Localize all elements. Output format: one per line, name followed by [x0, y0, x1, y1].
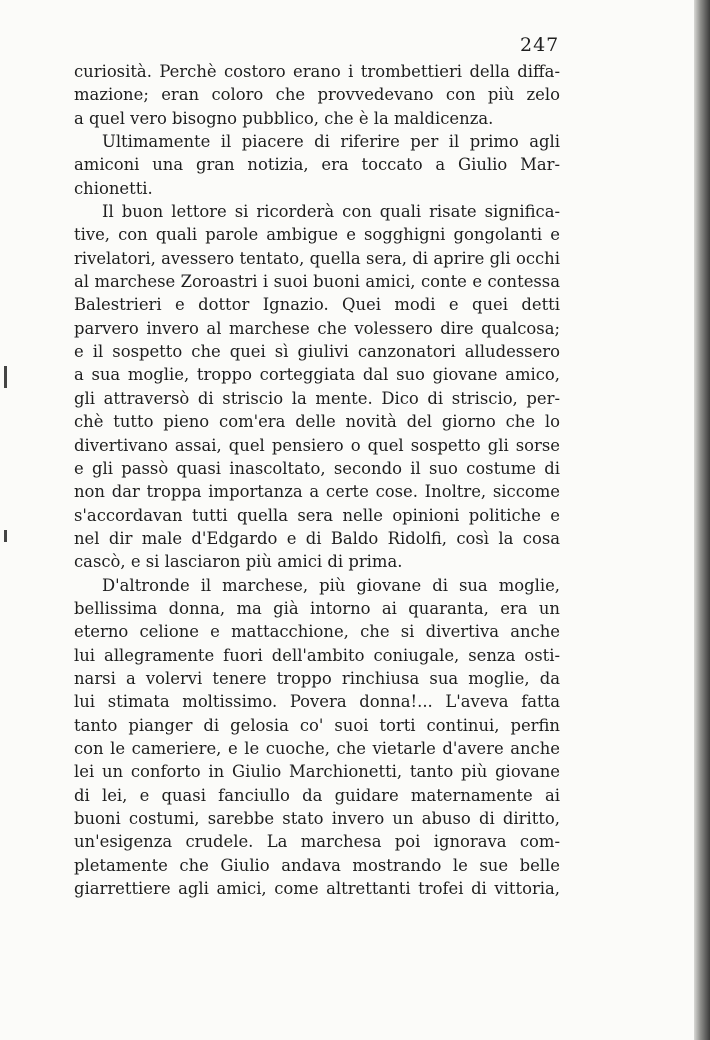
text-line: tive, con quali parole ambigue e sogghigni gongolanti e [74, 225, 560, 245]
text-line: Il buon lettore si ricorderà con quali risate significa- [102, 202, 560, 222]
text-line: a quel vero bisogno pubblico, che è la maldicenza. [74, 108, 494, 128]
margin-mark [4, 366, 7, 388]
text-line: mazione; eran coloro che provvedevano con più zelo [74, 85, 560, 105]
text-line: chè tutto pieno com'era delle novità del giorno che lo [74, 412, 560, 432]
text-line: al marchese Zoroastri i suoi buoni amici, conte e contessa [74, 272, 560, 292]
text-line: e il sospetto che quei sì giulivi canzonatori alludessero [74, 342, 560, 362]
text-line: bellissima donna, ma già intorno ai quaranta, era un [74, 598, 560, 618]
text-line: nel dir male d'Edgardo e di Baldo Ridolfi, così la cosa [74, 528, 560, 548]
text-line: rivelatori, avessero tentato, quella sera, di aprire gli occhi [74, 248, 560, 268]
text-line: Balestrieri e dottor Ignazio. Quei modi e quei detti [74, 295, 560, 315]
page-edge-shadow [694, 0, 710, 1040]
text-line: giarrettiere agli amici, come altrettanti trofei di vittoria, [74, 879, 560, 899]
text-line: D'altronde il marchese, più giovane di sua moglie, [102, 575, 560, 595]
text-line: un'esigenza crudele. La marchesa poi ignorava com- [74, 832, 560, 852]
text-line: buoni costumi, sarebbe stato invero un abuso di diritto, [74, 809, 560, 828]
text-line: a sua moglie, troppo corteggiata dal suo giovane amico, [74, 365, 560, 385]
text-line: non dar troppa importanza a certe cose. Inoltre, siccome [74, 482, 560, 502]
text-line: divertivano assai, quel pensiero o quel sospetto gli sorse [74, 435, 560, 455]
body-text [74, 60, 560, 900]
text-line: narsi a volervi tenere troppo rinchiusa sua moglie, da [74, 668, 560, 688]
text-line: eterno celione e mattacchione, che si divertiva anche [74, 622, 560, 642]
text-line: pletamente che Giulio andava mostrando le sue belle [74, 855, 560, 875]
text-line: s'accordavan tutti quella sera nelle opinioni politiche e [74, 505, 560, 525]
margin-mark [4, 530, 7, 542]
text-line: cascò, e si lasciaron più amici di prima. [74, 552, 403, 572]
text-line: curiosità. Perchè costoro erano i trombettieri della diffa- [74, 62, 560, 81]
text-line: e gli passò quasi inascoltato, secondo il suo costume di [74, 458, 560, 478]
text-line: con le cameriere, e le cuoche, che vietarle d'avere anche [74, 738, 560, 758]
text-line: gli attraversò di striscio la mente. Dico di striscio, per- [74, 388, 560, 408]
page-number: 247 [520, 34, 560, 56]
text-line: parvero invero al marchese che volessero dire qualcosa; [74, 318, 560, 338]
text-line: di lei, e quasi fanciullo da guidare maternamente ai [74, 785, 560, 805]
text-line: lui allegramente fuori dell'ambito coniugale, senza osti- [74, 645, 560, 665]
text-line: tanto pianger di gelosia co' suoi torti continui, perfin [74, 715, 560, 735]
text-line: chionetti. [74, 178, 153, 198]
text-line: amiconi una gran notizia, era toccato a Giulio Mar- [74, 155, 560, 175]
text-line: Ultimamente il piacere di riferire per il primo agli [102, 132, 560, 152]
text-line: lui stimata moltissimo. Povera donna!... L'aveva fatta [74, 692, 560, 712]
text-line: lei un conforto in Giulio Marchionetti, tanto più giovane [74, 762, 560, 782]
